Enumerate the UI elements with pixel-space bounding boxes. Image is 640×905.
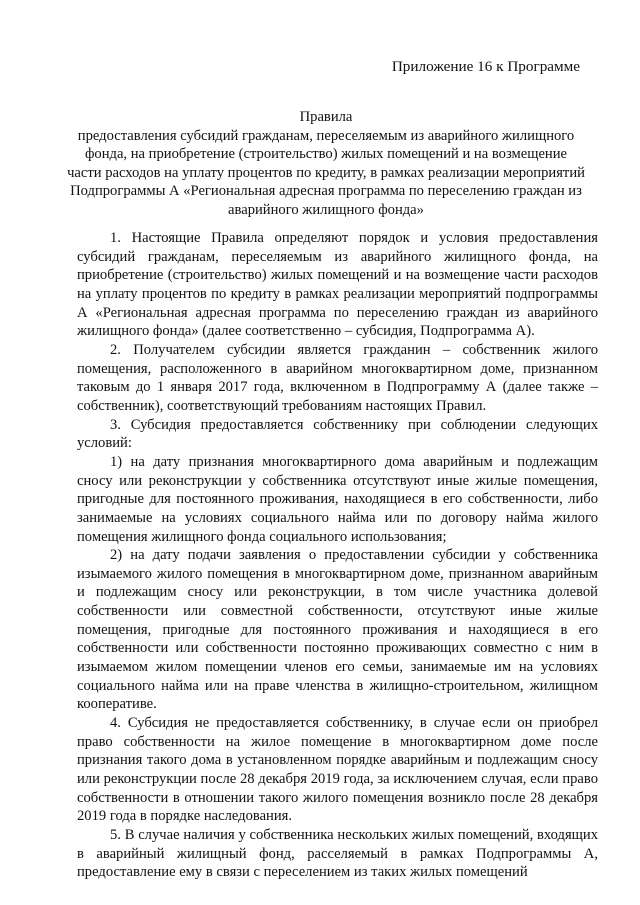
paragraph-3: 3. Субсидия предоставляется собственнику при соблюдении следующих условий: [77, 416, 598, 452]
rules-body [77, 229, 598, 882]
paragraph-1: 1. Настоящие Правила определяют порядок и условия предоставления субсидий гражданам, переселяемым из аварийного жилищного фонда, на приобретение (строительство) жилых помещений и на возмещение части расходов на уплату процентов по кредиту в рамках реализации мероприятий подпрограммы А «Региональная адресная программа по переселению граждан из аварийного жилищного фонда» (далее соответственно – субсидия, Подпрограмма А). [77, 230, 598, 340]
paragraph-3-condition-2: 2) на дату подачи заявления о предоставлении субсидии у собственника изымаемого жилого помещения в многоквартирном доме, признанном аварийным и подлежащим сносу или реконструкции, в том числе участника долевой собственности или совместной собственности, отсутствуют иные жилые помещения, пригодные для постоянного проживания и находящиеся в его собственности или собственности постоянно проживающих совместно с ним в изымаемом жилом помещении членов его семьи, занимаемые им на условиях социального найма или на праве членства в жилищно-строительном, жилищном кооперативе. [77, 547, 598, 713]
paragraph-5: 5. В случае наличия у собственника нескольких жилых помещений, входящих в аварийный жилищный фонд, расселяемый в рамках Подпрограммы А, предоставление ему в связи с переселением из таких жилых помещений [77, 827, 598, 881]
appendix-reference: Приложение 16 к Программе [391, 58, 580, 75]
paragraph-2: 2. Получателем субсидии является гражданин – собственник жилого помещения, расположенного в аварийном многоквартирном доме, признанном таковым до 1 января 2017 года, включенном в Подпрограмму А (далее также – собственник), соответствующий требованиям настоящих Правил. [77, 341, 598, 414]
rules-heading: Правила [299, 109, 353, 125]
paragraph-3-condition-1: 1) на дату признания многоквартирного дома аварийным и подлежащим сносу или реконструкции у собственника отсутствуют иные жилые помещения, пригодные для постоянного проживания, находящиеся в его собственности, либо занимаемые на условиях социального найма или по договору найма жилого помещения жилищного фонда социального использования; [77, 453, 598, 545]
rules-subtitle: предоставления субсидий гражданам, переселяемым из аварийного жилищного фонда, на приобретение (строительство) жилых помещений и на возмещение части расходов на уплату процентов по кредиту, в рамках реализации мероприятий Подпрограммы А «Региональная адресная программа по переселению граждан из аварийного жилищного фонда» [67, 127, 585, 218]
rules-title-block [66, 108, 586, 220]
paragraph-4: 4. Субсидия не предоставляется собственнику, в случае если он приобрел право собственности на жилое помещение в многоквартирном доме после признания такого дома в установленном порядке аварийным и подлежащим сносу или реконструкции после 28 декабря 2019 года, за исключением случая, если право собственности в отношении такого жилого помещения возникло после 28 декабря 2019 года в порядке наследования. [77, 715, 598, 825]
